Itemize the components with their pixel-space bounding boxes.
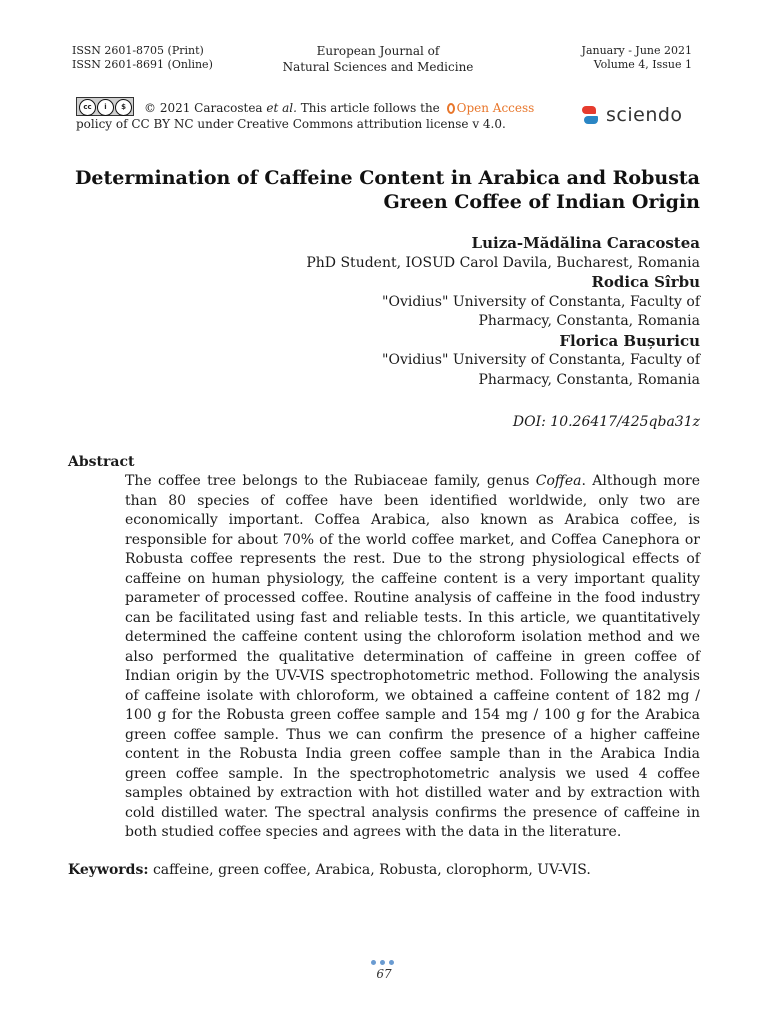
copyright-text: © 2021 Caracostea bbox=[144, 101, 267, 115]
et-al: et al. bbox=[266, 101, 297, 115]
cc-by-nc-badge-icon[interactable] bbox=[76, 97, 134, 116]
by-icon: i bbox=[97, 99, 114, 116]
author-list bbox=[200, 234, 700, 390]
issn-print: ISSN 2601-8705 (Print) bbox=[72, 44, 204, 57]
author-affiliation: "Ovidius" University of Constanta, Faculty of bbox=[382, 293, 700, 310]
keywords bbox=[68, 861, 591, 881]
issn-block bbox=[72, 44, 213, 72]
author-name: Luiza-Mădălina Caracostea bbox=[471, 234, 700, 252]
nc-icon: $ bbox=[115, 99, 132, 116]
page-dots-icon bbox=[371, 960, 394, 965]
abstract-body bbox=[125, 472, 700, 843]
author-name: Florica Bușuricu bbox=[559, 331, 700, 350]
cc-icon: cc bbox=[79, 99, 96, 116]
genus-name: Coffea bbox=[535, 473, 582, 489]
author-affiliation: PhD Student, IOSUD Carol Davila, Bucharest, Romania bbox=[306, 254, 700, 271]
open-access-icon bbox=[447, 103, 455, 114]
sciendo-mark-icon bbox=[580, 105, 600, 125]
issue-volume: Volume 4, Issue 1 bbox=[593, 58, 692, 71]
open-access-link[interactable] bbox=[444, 101, 535, 115]
abstract-text-part1: The coffee tree belongs to the Rubiaceae family, genus bbox=[125, 473, 536, 489]
author-affiliation: Pharmacy, Constanta, Romania bbox=[478, 371, 700, 388]
follows-text: This article follows the bbox=[296, 101, 444, 115]
issue-info bbox=[582, 44, 692, 72]
abstract-heading: Abstract bbox=[68, 454, 135, 470]
author-affiliation: "Ovidius" University of Constanta, Faculty of bbox=[382, 352, 700, 368]
author-affiliation: Pharmacy, Constanta, Romania bbox=[478, 313, 700, 329]
doi-link[interactable]: DOI: 10.26417/425qba31z bbox=[512, 414, 700, 430]
keywords-label: Keywords: bbox=[68, 862, 149, 878]
journal-name bbox=[260, 43, 496, 75]
license-policy: policy of CC BY NC under Creative Commons attribution license v 4.0. bbox=[76, 117, 506, 131]
journal-name-line1: European Journal of bbox=[316, 44, 440, 58]
license-notice bbox=[76, 97, 556, 132]
journal-name-line2: Natural Sciences and Medicine bbox=[282, 60, 474, 74]
article-title-line2: Green Coffee of Indian Origin bbox=[383, 191, 700, 213]
open-access-label: Open Access bbox=[456, 101, 535, 115]
sciendo-wordmark: sciendo bbox=[606, 104, 683, 126]
sciendo-logo[interactable] bbox=[580, 104, 683, 126]
article-title-line1: Determination of Caffeine Content in Arabica and Robusta bbox=[74, 167, 700, 189]
keywords-text: caffeine, green coffee, Arabica, Robusta, clorophorm, UV-VIS. bbox=[148, 862, 591, 878]
issn-online: ISSN 2601-8691 (Online) bbox=[72, 58, 213, 71]
author-name: Rodica Sîrbu bbox=[591, 273, 700, 291]
page-number: 67 bbox=[376, 967, 392, 981]
article-title bbox=[60, 166, 700, 214]
issue-date: January - June 2021 bbox=[581, 44, 692, 57]
abstract-text-part2: . Although more than 80 species of coffee have been identified worldwide, only two are economically important. Coffea Arabica, also known as Arabica coffee, is responsible for about 70% of the world coffee market, and Coffea Canephora or Robusta coffee represents the rest. Due to the strong physiological effects of caffeine on human physiology, the caffeine content is a very important quality parameter of processed coffee. Routine analysis of caffeine in the food industry can be facilitated using fast and reliable tests. In this article, we quantitatively determined the caffeine content using the chloroform isolation method and we also performed the qualitative determination of caffeine in green coffee of Indian origin by the UV-VIS spectrophotometric method. Following the analysis of caffeine isolate with chloroform, we obtained a caffeine content of 182 mg / 100 g for the Robusta green coffee sample and 154 mg / 100 g for the Arabica green coffee sample. Thus we can confirm the presence of a higher caffeine content in the Robusta India green coffee sample than in the Arabica India green coffee sample. In the spectrophotometric analysis we used 4 coffee samples obtained by extraction with hot distilled water and by extraction with cold distilled water. The spectral analysis confirms the presence of caffeine in both studied coffee species and agrees with the data in the literature. bbox=[125, 473, 700, 840]
